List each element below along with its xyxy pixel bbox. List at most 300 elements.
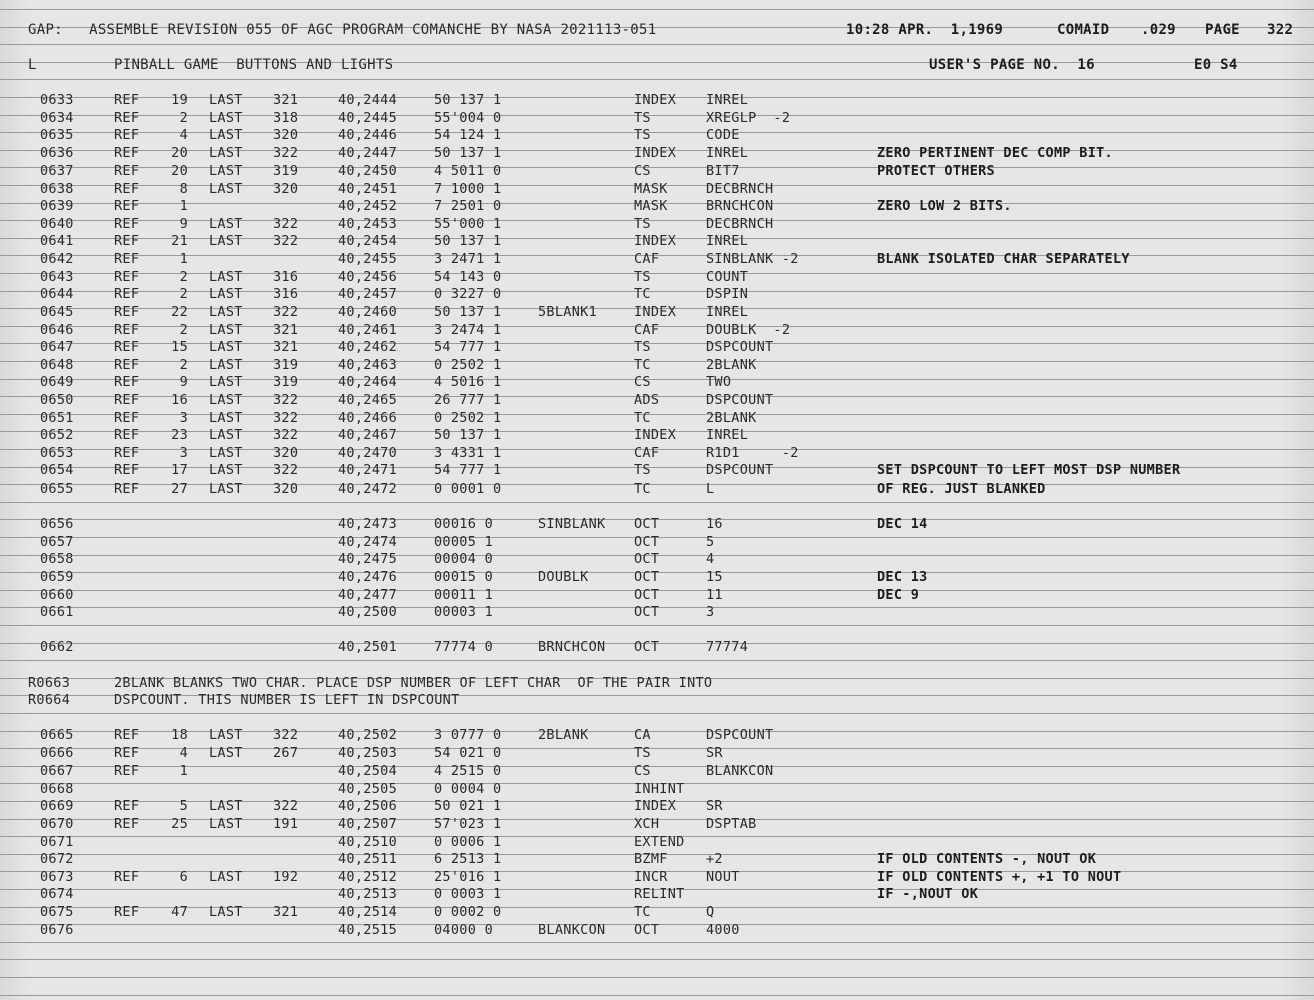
line-number: 0672 xyxy=(40,851,74,867)
last-tag: LAST xyxy=(209,357,243,373)
last-tag: LAST xyxy=(209,374,243,390)
listing-row xyxy=(0,781,1314,799)
operand: 2BLANK xyxy=(706,410,757,426)
opcode: TC xyxy=(634,481,651,497)
line-number: 0665 xyxy=(40,727,74,743)
octal-code: 50 021 1 xyxy=(434,798,502,814)
address: 40,2446 xyxy=(338,127,397,143)
octal-code: 7 2501 0 xyxy=(434,198,502,214)
opcode: OCT xyxy=(634,551,660,567)
octal-code: 25'016 1 xyxy=(434,869,502,885)
address: 40,2461 xyxy=(338,322,397,338)
ref-tag: REF xyxy=(114,233,140,249)
ref-count: 6 xyxy=(179,869,188,885)
octal-code: 55'000 1 xyxy=(434,216,502,232)
last-tag: LAST xyxy=(209,798,243,814)
operand: 15 xyxy=(706,569,723,585)
opcode: MASK xyxy=(634,181,668,197)
operand: +2 xyxy=(706,851,723,867)
comment: SET DSPCOUNT TO LEFT MOST DSP NUMBER xyxy=(877,462,1181,478)
ref-tag: REF xyxy=(114,869,140,885)
comment: IF -,NOUT OK xyxy=(877,886,979,902)
opcode: XCH xyxy=(634,816,660,832)
last-page: 319 xyxy=(273,357,299,373)
last-tag: LAST xyxy=(209,92,243,108)
opcode: CS xyxy=(634,163,651,179)
ref-count: 3 xyxy=(179,410,188,426)
line-number: 0658 xyxy=(40,551,74,567)
ref-count: 20 xyxy=(171,163,188,179)
remark-row xyxy=(0,692,1314,710)
address: 40,2506 xyxy=(338,798,397,814)
address: 40,2464 xyxy=(338,374,397,390)
operand: SR xyxy=(706,798,723,814)
address: 40,2462 xyxy=(338,339,397,355)
operand: SR xyxy=(706,745,723,761)
last-page: 321 xyxy=(273,92,299,108)
ref-count: 19 xyxy=(171,92,188,108)
line-number: 0639 xyxy=(40,198,74,214)
octal-code: 4 5011 0 xyxy=(434,163,502,179)
octal-code: 50 137 1 xyxy=(434,427,502,443)
operand: INREL xyxy=(706,427,749,443)
last-page: 322 xyxy=(273,410,299,426)
last-tag: LAST xyxy=(209,145,243,161)
line-number: 0643 xyxy=(40,269,74,285)
operand: NOUT xyxy=(706,869,740,885)
page-number: 322 xyxy=(1267,22,1294,38)
line-number: 0668 xyxy=(40,781,74,797)
listing-row xyxy=(0,251,1314,269)
log-section-marker: L xyxy=(28,57,37,73)
octal-code: 6 2513 1 xyxy=(434,851,502,867)
line-number: 0641 xyxy=(40,233,74,249)
operand: COUNT xyxy=(706,269,749,285)
operand: 2BLANK xyxy=(706,357,757,373)
octal-code: 0 2502 1 xyxy=(434,410,502,426)
address: 40,2473 xyxy=(338,516,397,532)
line-number: 0645 xyxy=(40,304,74,320)
address: 40,2514 xyxy=(338,904,397,920)
octal-code: 00004 0 xyxy=(434,551,493,567)
opcode: INDEX xyxy=(634,798,677,814)
listing-row xyxy=(0,374,1314,392)
last-page: 316 xyxy=(273,286,299,302)
line-number: 0649 xyxy=(40,374,74,390)
ref-tag: REF xyxy=(114,727,140,743)
octal-code: 00003 1 xyxy=(434,604,493,620)
address: 40,2454 xyxy=(338,233,397,249)
operand: DOUBLK -2 xyxy=(706,322,791,338)
listing-row xyxy=(0,198,1314,216)
listing-row xyxy=(0,587,1314,605)
ref-count: 4 xyxy=(179,127,188,143)
comment: DEC 14 xyxy=(877,516,928,532)
address: 40,2451 xyxy=(338,181,397,197)
address: 40,2503 xyxy=(338,745,397,761)
octal-code: 50 137 1 xyxy=(434,92,502,108)
octal-code: 50 137 1 xyxy=(434,233,502,249)
octal-code: 55'004 0 xyxy=(434,110,502,126)
ref-count: 22 xyxy=(171,304,188,320)
address: 40,2445 xyxy=(338,110,397,126)
line-number: 0636 xyxy=(40,145,74,161)
octal-code: 00015 0 xyxy=(434,569,493,585)
paper-rule-line xyxy=(0,44,1314,45)
last-tag: LAST xyxy=(209,445,243,461)
listing-row xyxy=(0,181,1314,199)
last-page: 319 xyxy=(273,163,299,179)
comment: DEC 9 xyxy=(877,587,920,603)
run-code: .029 xyxy=(1141,22,1176,38)
listing-row xyxy=(0,904,1314,922)
octal-code: 3 0777 0 xyxy=(434,727,502,743)
assembly-title: GAP: ASSEMBLE REVISION 055 OF AGC PROGRAM COMANCHE BY NASA 2021113-051 xyxy=(28,22,657,38)
line-number: 0657 xyxy=(40,534,74,550)
line-number: 0662 xyxy=(40,639,74,655)
ref-count: 3 xyxy=(179,445,188,461)
last-page: 322 xyxy=(273,798,299,814)
octal-code: 0 0001 0 xyxy=(434,481,502,497)
opcode: OCT xyxy=(634,604,660,620)
remark-line-number: R0664 xyxy=(28,692,71,708)
opcode: OCT xyxy=(634,516,660,532)
last-page: 316 xyxy=(273,269,299,285)
last-tag: LAST xyxy=(209,427,243,443)
comment: ZERO PERTINENT DEC COMP BIT. xyxy=(877,145,1113,161)
last-page: 321 xyxy=(273,322,299,338)
octal-code: 54 021 0 xyxy=(434,745,502,761)
last-tag: LAST xyxy=(209,216,243,232)
operand: 4000 xyxy=(706,922,740,938)
address: 40,2460 xyxy=(338,304,397,320)
opcode: MASK xyxy=(634,198,668,214)
ref-tag: REF xyxy=(114,763,140,779)
last-tag: LAST xyxy=(209,322,243,338)
ref-count: 8 xyxy=(179,181,188,197)
line-number: 0655 xyxy=(40,481,74,497)
address: 40,2502 xyxy=(338,727,397,743)
octal-code: 0 0002 0 xyxy=(434,904,502,920)
ref-tag: REF xyxy=(114,427,140,443)
address: 40,2471 xyxy=(338,462,397,478)
listing-row xyxy=(0,516,1314,534)
operand: DSPCOUNT xyxy=(706,462,774,478)
log-section-title: PINBALL GAME BUTTONS AND LIGHTS xyxy=(114,57,394,73)
last-page: 191 xyxy=(273,816,299,832)
opcode: EXTEND xyxy=(634,834,685,850)
ref-count: 23 xyxy=(171,427,188,443)
octal-code: 00016 0 xyxy=(434,516,493,532)
octal-code: 77774 0 xyxy=(434,639,493,655)
remark-text: 2BLANK BLANKS TWO CHAR. PLACE DSP NUMBER OF LEFT CHAR OF THE PAIR INTO xyxy=(114,675,713,691)
octal-code: 50 137 1 xyxy=(434,145,502,161)
address: 40,2444 xyxy=(338,92,397,108)
ref-tag: REF xyxy=(114,269,140,285)
last-tag: LAST xyxy=(209,410,243,426)
operand: XREGLP -2 xyxy=(706,110,791,126)
ref-tag: REF xyxy=(114,410,140,426)
last-page: 322 xyxy=(273,216,299,232)
ref-tag: REF xyxy=(114,374,140,390)
ref-tag: REF xyxy=(114,322,140,338)
ref-tag: REF xyxy=(114,110,140,126)
ref-count: 18 xyxy=(171,727,188,743)
address: 40,2467 xyxy=(338,427,397,443)
last-tag: LAST xyxy=(209,462,243,478)
last-page: 320 xyxy=(273,445,299,461)
opcode: TS xyxy=(634,216,651,232)
listing-row xyxy=(0,322,1314,340)
ref-count: 1 xyxy=(179,251,188,267)
last-page: 321 xyxy=(273,904,299,920)
listing-row xyxy=(0,392,1314,410)
last-page: 320 xyxy=(273,127,299,143)
line-number: 0648 xyxy=(40,357,74,373)
ref-tag: REF xyxy=(114,127,140,143)
comment: DEC 13 xyxy=(877,569,928,585)
symbol-label: DOUBLK xyxy=(538,569,589,585)
opcode: INDEX xyxy=(634,233,677,249)
remark-row xyxy=(0,675,1314,693)
opcode: TC xyxy=(634,286,651,302)
ref-count: 20 xyxy=(171,145,188,161)
last-tag: LAST xyxy=(209,904,243,920)
listing-row xyxy=(0,534,1314,552)
opcode: INCR xyxy=(634,869,668,885)
paper-rule-line xyxy=(0,713,1314,714)
last-page: 321 xyxy=(273,339,299,355)
opcode: INDEX xyxy=(634,92,677,108)
address: 40,2511 xyxy=(338,851,397,867)
ref-tag: REF xyxy=(114,145,140,161)
opcode: CAF xyxy=(634,251,660,267)
line-number: 0651 xyxy=(40,410,74,426)
line-number: 0670 xyxy=(40,816,74,832)
last-tag: LAST xyxy=(209,269,243,285)
last-tag: LAST xyxy=(209,181,243,197)
opcode: CS xyxy=(634,374,651,390)
operand: BIT7 xyxy=(706,163,740,179)
ref-count: 25 xyxy=(171,816,188,832)
address: 40,2512 xyxy=(338,869,397,885)
octal-code: 3 2471 1 xyxy=(434,251,502,267)
opcode: OCT xyxy=(634,639,660,655)
symbol-label: BLANKCON xyxy=(538,922,606,938)
opcode: TC xyxy=(634,357,651,373)
line-number: 0661 xyxy=(40,604,74,620)
octal-code: 50 137 1 xyxy=(434,304,502,320)
address: 40,2452 xyxy=(338,198,397,214)
last-tag: LAST xyxy=(209,286,243,302)
opcode: OCT xyxy=(634,569,660,585)
octal-code: 0 0004 0 xyxy=(434,781,502,797)
ref-tag: REF xyxy=(114,816,140,832)
last-page: 320 xyxy=(273,181,299,197)
listing-row xyxy=(0,145,1314,163)
opcode: CAF xyxy=(634,445,660,461)
address: 40,2510 xyxy=(338,834,397,850)
operand: R1D1 -2 xyxy=(706,445,799,461)
ref-tag: REF xyxy=(114,181,140,197)
opcode: INDEX xyxy=(634,427,677,443)
last-page: 322 xyxy=(273,427,299,443)
opcode: TS xyxy=(634,110,651,126)
listing-row xyxy=(0,163,1314,181)
address: 40,2472 xyxy=(338,481,397,497)
last-tag: LAST xyxy=(209,127,243,143)
opcode: OCT xyxy=(634,534,660,550)
address: 40,2453 xyxy=(338,216,397,232)
octal-code: 54 124 1 xyxy=(434,127,502,143)
last-tag: LAST xyxy=(209,110,243,126)
ref-tag: REF xyxy=(114,445,140,461)
listing-row xyxy=(0,763,1314,781)
ref-tag: REF xyxy=(114,304,140,320)
last-page: 322 xyxy=(273,392,299,408)
octal-code: 0 2502 1 xyxy=(434,357,502,373)
address: 40,2466 xyxy=(338,410,397,426)
line-number: 0675 xyxy=(40,904,74,920)
last-page: 319 xyxy=(273,374,299,390)
comment: OF REG. JUST BLANKED xyxy=(877,481,1046,497)
comment: BLANK ISOLATED CHAR SEPARATELY xyxy=(877,251,1130,267)
ref-count: 2 xyxy=(179,357,188,373)
listing-row xyxy=(0,427,1314,445)
line-number: 0633 xyxy=(40,92,74,108)
listing-row xyxy=(0,922,1314,940)
last-tag: LAST xyxy=(209,869,243,885)
listing-row xyxy=(0,798,1314,816)
line-number: 0673 xyxy=(40,869,74,885)
line-number: 0647 xyxy=(40,339,74,355)
ref-tag: REF xyxy=(114,286,140,302)
listing-row xyxy=(0,92,1314,110)
last-page: 267 xyxy=(273,745,299,761)
opcode: TS xyxy=(634,269,651,285)
last-page: 322 xyxy=(273,233,299,249)
operand: DECBRNCH xyxy=(706,216,774,232)
ref-count: 9 xyxy=(179,374,188,390)
opcode: TC xyxy=(634,904,651,920)
octal-code: 0 3227 0 xyxy=(434,286,502,302)
ref-count: 1 xyxy=(179,198,188,214)
ref-tag: REF xyxy=(114,462,140,478)
ref-count: 1 xyxy=(179,763,188,779)
remark-text: DSPCOUNT. THIS NUMBER IS LEFT IN DSPCOUNT xyxy=(114,692,460,708)
last-page: 320 xyxy=(273,481,299,497)
operand: 3 xyxy=(706,604,715,620)
address: 40,2455 xyxy=(338,251,397,267)
address: 40,2505 xyxy=(338,781,397,797)
opcode: OCT xyxy=(634,922,660,938)
address: 40,2477 xyxy=(338,587,397,603)
listing-row xyxy=(0,286,1314,304)
opcode: CAF xyxy=(634,322,660,338)
last-tag: LAST xyxy=(209,304,243,320)
opcode: TS xyxy=(634,462,651,478)
address: 40,2456 xyxy=(338,269,397,285)
paper-rule-line xyxy=(0,660,1314,661)
listing-row xyxy=(0,869,1314,887)
operand: 16 xyxy=(706,516,723,532)
octal-code: 4 2515 0 xyxy=(434,763,502,779)
operand: DSPCOUNT xyxy=(706,339,774,355)
address: 40,2507 xyxy=(338,816,397,832)
paper-rule-line xyxy=(0,625,1314,626)
listing-row xyxy=(0,410,1314,428)
ref-tag: REF xyxy=(114,745,140,761)
octal-code: 54 143 0 xyxy=(434,269,502,285)
remark-line-number: R0663 xyxy=(28,675,71,691)
octal-code: 0 0003 1 xyxy=(434,886,502,902)
octal-code: 26 777 1 xyxy=(434,392,502,408)
listing-row xyxy=(0,216,1314,234)
listing-row xyxy=(0,110,1314,128)
listing-row xyxy=(0,357,1314,375)
last-tag: LAST xyxy=(209,233,243,249)
paper-rule-line xyxy=(0,79,1314,80)
listing-row xyxy=(0,851,1314,869)
ref-count: 2 xyxy=(179,286,188,302)
ref-tag: REF xyxy=(114,904,140,920)
octal-code: 54 777 1 xyxy=(434,339,502,355)
ref-count: 2 xyxy=(179,322,188,338)
listing-row xyxy=(0,745,1314,763)
line-number: 0676 xyxy=(40,922,74,938)
octal-code: 04000 0 xyxy=(434,922,493,938)
ref-tag: REF xyxy=(114,163,140,179)
operand: SINBLANK -2 xyxy=(706,251,799,267)
paper-rule-line xyxy=(0,942,1314,943)
address: 40,2501 xyxy=(338,639,397,655)
listing-row xyxy=(0,639,1314,657)
opcode: TS xyxy=(634,127,651,143)
line-number: 0635 xyxy=(40,127,74,143)
ref-tag: REF xyxy=(114,216,140,232)
ref-tag: REF xyxy=(114,481,140,497)
listing-row xyxy=(0,886,1314,904)
ref-tag: REF xyxy=(114,798,140,814)
octal-code: 3 2474 1 xyxy=(434,322,502,338)
symbol-label: 2BLANK xyxy=(538,727,589,743)
paper-rule-line xyxy=(0,977,1314,978)
line-number: 0646 xyxy=(40,322,74,338)
ref-tag: REF xyxy=(114,392,140,408)
address: 40,2470 xyxy=(338,445,397,461)
address: 40,2513 xyxy=(338,886,397,902)
line-number: 0669 xyxy=(40,798,74,814)
operand: DSPCOUNT xyxy=(706,727,774,743)
ref-tag: REF xyxy=(114,198,140,214)
last-page: 322 xyxy=(273,145,299,161)
last-tag: LAST xyxy=(209,727,243,743)
opcode: BZMF xyxy=(634,851,668,867)
ref-count: 15 xyxy=(171,339,188,355)
ref-count: 9 xyxy=(179,216,188,232)
address: 40,2463 xyxy=(338,357,397,373)
address: 40,2450 xyxy=(338,163,397,179)
line-number: 0656 xyxy=(40,516,74,532)
paper-rule-line xyxy=(0,9,1314,10)
ref-count: 17 xyxy=(171,462,188,478)
last-tag: LAST xyxy=(209,163,243,179)
symbol-label: SINBLANK xyxy=(538,516,606,532)
line-number: 0653 xyxy=(40,445,74,461)
header-line-1 xyxy=(0,22,1314,40)
opcode: OCT xyxy=(634,587,660,603)
listing-row xyxy=(0,304,1314,322)
